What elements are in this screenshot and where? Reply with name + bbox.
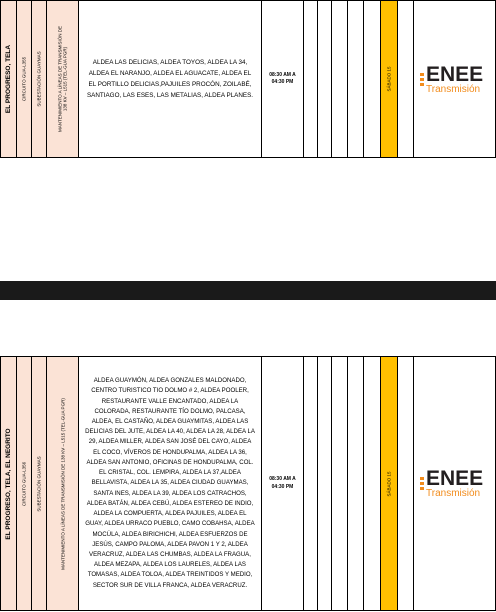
day-cell <box>380 1 397 157</box>
empty-cell <box>317 357 331 610</box>
logo-bars-icon <box>420 476 424 491</box>
work-label <box>57 26 68 132</box>
empty-cell <box>331 357 347 610</box>
circuit-label: CIRCUITO GUA-L355 <box>21 56 27 102</box>
areas-text: ALDEA LAS DELICIAS, ALDEA TOYOS, ALDEA LA 34, ALDEA EL NARANJO, ALDEA EL AGUACATE, ALDEA EL EL PORTILLO DELICIAS,PAJUILES PROCÓN, ZOILABÉ, SANTIAGO, LAS ESES, LAS METALIAS, ALDEA PLANES. <box>86 58 254 100</box>
schedule-row-1 <box>0 0 496 158</box>
areas-cell <box>78 357 261 610</box>
circuit-cell <box>16 1 31 157</box>
logo-bars-icon <box>420 72 424 87</box>
day-label: SÁBADO 15 <box>386 66 392 92</box>
logo-brand: ENEE <box>426 467 484 490</box>
circuit-cell <box>16 357 31 610</box>
work-cell <box>46 1 78 157</box>
logo-subtitle: Transmisión <box>426 488 481 499</box>
section-divider <box>0 281 496 300</box>
time-start: 08:30 AM A <box>269 71 296 78</box>
empty-cell <box>303 357 317 610</box>
time-cell <box>261 1 303 157</box>
work-label-line2: 138 KV – L515 (TEL-GUA PGR) <box>62 46 68 112</box>
work-label-line1: MANTENIMIENTO A LÍNEAS DE TRANSMISIÓN DE <box>57 25 63 133</box>
time-end: 04:30 PM <box>271 483 294 490</box>
empty-cell <box>397 1 413 157</box>
work-label <box>60 398 65 570</box>
zone-cell <box>0 357 16 610</box>
enee-logo <box>420 468 483 499</box>
circuit-label: CIRCUITO GUA-L356 <box>21 461 27 506</box>
schedule-row-2 <box>0 356 496 611</box>
logo-brand: ENEE <box>426 62 484 86</box>
substation-cell <box>31 1 46 157</box>
work-label-line1: MANTENIMIENTO A LÍNEAS DE TRANSMISIÓN DE 138 KV – L515 (TEL-GUA PGR) <box>59 397 65 570</box>
logo-cell <box>413 1 496 157</box>
areas-text: ALDEA GUAYMÓN, ALDEA GONZALES MALDONADO, CENTRO TURISTICO TIO DOLMO # 2, ALDEA POOLER, RESTAURANTE VALLE ENCANTADO, ALDEA LA COLORADA, RESTAURANTE TÍO DOLMO, PALCASA, ALDEA, EL CASTAÑO, ALDEA GUAYMITAS, ALDEA LAS DELICIAS DEL JUTE, ALDEA LA 40, ALDEA LA 28, ALDEA LA 29, ALDEA MILLER, ALDEA SAN JOSÉ DEL CAYO, ALDEA EL COCO, VÍVEROS DE HONDUPALMA, ALDEA LA 36, ALDEA SAN ANTONIO, OFICINAS DE HONDUPALMA, COL. EL CRISTAL, COL. LEMPIRA, ALDEA LA 37,ALDEA BELLAVISTA, ALDEA LA 35, ALDEA CIUDAD GUAYMAS, SANTA INES, ALDEA LA 39, ALDEA LOS CATRACHOS, ALDEA BATÁN, ALDEA CEBÚ, ALDEA ESTEREO DE INDIO, ALDEA LA COMPUERTA, ALDEA PAJUILES, ALDEA EL GUAY, ALDEA URRACO PUEBLO, CAMO COBAHSA, ALDEA MOCÚLA, ALDEA BIRICHICHI, ALDEA ESFUERZOS DE JESÚS, CAMPO PALOMA, ALDEA PAVON 1 Y 2, ALDEA VERACRUZ, ALDEA LAS CHUMBAS, ALDEA LA FRAGUA, ALDEA MEZAPA, ALDEA LOS LAURELES, ALDEA LAS TOMASAS, ALDEA TOLOA, ALDEA TREINTIDOS Y MEDIO, SECTOR SUR DE VILLA FRANCA, ALDEA VERACRUZ. <box>85 377 255 589</box>
substation-label: SUBESTACIÓN GUAYMAS <box>36 455 42 512</box>
day-cell <box>380 357 397 610</box>
substation-cell <box>31 357 46 610</box>
empty-cell <box>331 1 347 157</box>
logo-subtitle: Transmisión <box>426 83 481 95</box>
empty-cell <box>317 1 331 157</box>
logo-cell <box>413 357 496 610</box>
zone-label: EL PROGRESO, TELA, EL NEGRITO <box>4 427 12 540</box>
time-start: 08:30 AM A <box>269 476 296 482</box>
empty-cell <box>397 357 413 610</box>
zone-cell <box>0 1 16 157</box>
empty-cell <box>363 357 380 610</box>
empty-cell <box>303 1 317 157</box>
empty-cell <box>347 1 363 157</box>
time-cell <box>261 357 303 610</box>
substation-label: SUBESTACIÓN GUAYMAS <box>36 51 42 107</box>
enee-logo <box>420 64 483 95</box>
zone-label: EL PROGRESO, TELA <box>4 44 12 114</box>
time-end: 04:30 PM <box>271 79 294 85</box>
work-cell <box>46 357 78 610</box>
day-label: SÁBADO 15 <box>386 470 392 497</box>
empty-cell <box>347 357 363 610</box>
empty-cell <box>363 1 380 157</box>
areas-cell <box>78 1 261 157</box>
